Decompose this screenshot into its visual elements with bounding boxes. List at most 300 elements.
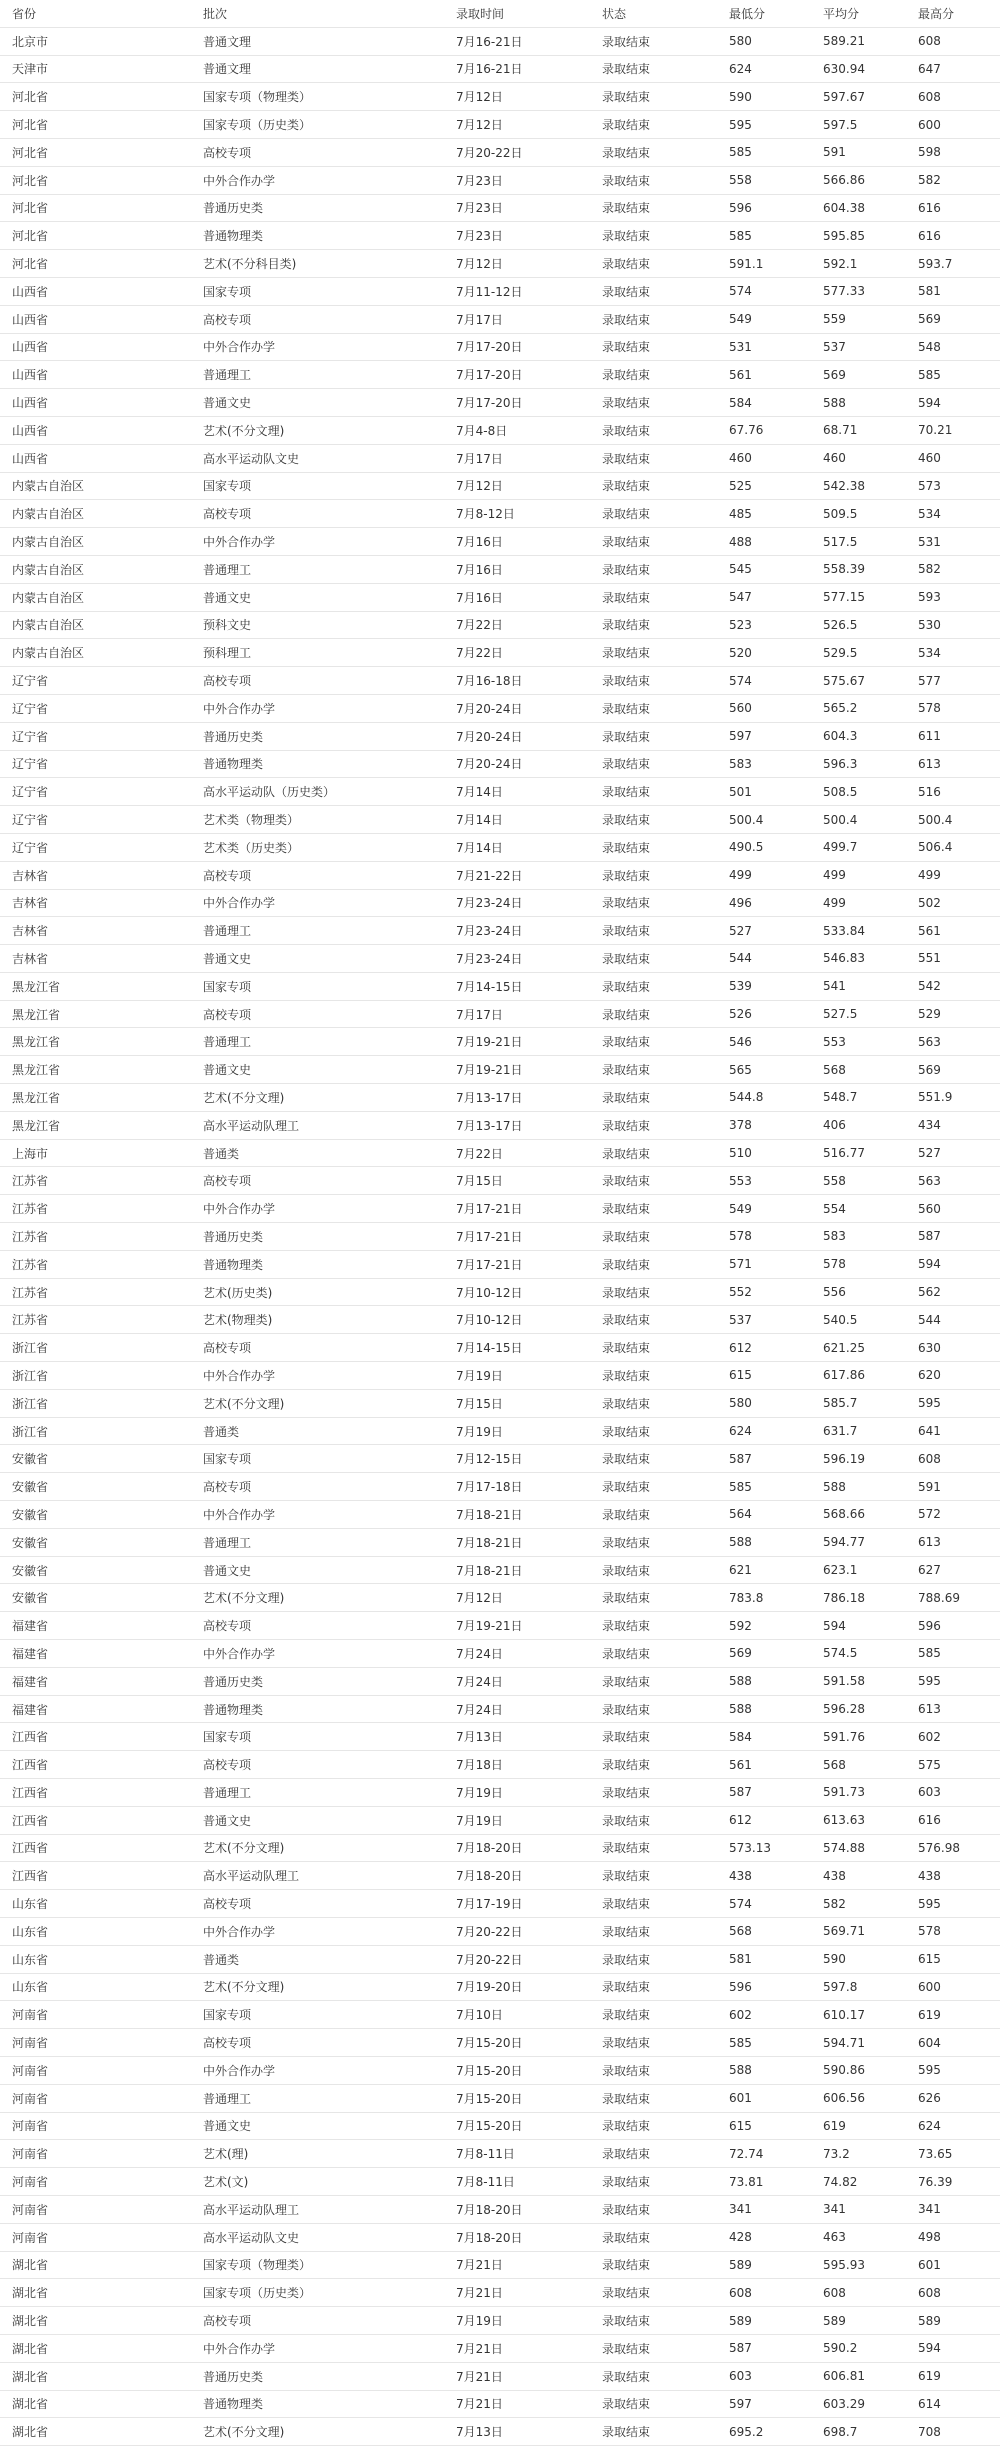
table-row (0, 833, 1000, 861)
cell-province: 安徽省 (0, 1556, 203, 1584)
table-row (0, 778, 1000, 806)
table-row (0, 861, 1000, 889)
cell-batch: 艺术(不分文理) (203, 1389, 456, 1417)
cell-status: 录取结束 (602, 250, 729, 278)
cell-batch: 艺术(不分文理) (203, 1834, 456, 1862)
cell-min-score: 588 (729, 1667, 823, 1695)
cell-max-score: 534 (918, 500, 1000, 528)
cell-max-score: 560 (918, 1195, 1000, 1223)
cell-batch: 普通历史类 (203, 2362, 456, 2390)
cell-max-score: 619 (918, 2001, 1000, 2029)
cell-admission-time: 7月23-24日 (456, 889, 602, 917)
cell-status: 录取结束 (602, 972, 729, 1000)
cell-avg-score: 588 (823, 1473, 918, 1501)
cell-batch: 中外合作办学 (203, 528, 456, 556)
cell-batch: 预科文史 (203, 611, 456, 639)
cell-avg-score: 606.81 (823, 2362, 918, 2390)
cell-status: 录取结束 (602, 2362, 729, 2390)
cell-status: 录取结束 (602, 2001, 729, 2029)
cell-admission-time: 7月20-24日 (456, 722, 602, 750)
cell-batch: 国家专项 (203, 1723, 456, 1751)
cell-min-score: 589 (729, 2251, 823, 2279)
cell-status: 录取结束 (602, 194, 729, 222)
cell-batch: 中外合作办学 (203, 1501, 456, 1529)
cell-status: 录取结束 (602, 1167, 729, 1195)
cell-batch: 艺术(不分文理) (203, 2418, 456, 2446)
cell-avg-score: 594 (823, 1612, 918, 1640)
cell-min-score: 585 (729, 222, 823, 250)
cell-min-score: 588 (729, 1695, 823, 1723)
cell-status: 录取结束 (602, 583, 729, 611)
cell-province: 河南省 (0, 2112, 203, 2140)
cell-batch: 高校专项 (203, 1334, 456, 1362)
cell-avg-score: 574.5 (823, 1640, 918, 1668)
cell-batch: 普通理工 (203, 1528, 456, 1556)
cell-batch: 高校专项 (203, 1751, 456, 1779)
cell-min-score: 589 (729, 2307, 823, 2335)
cell-avg-score: 604.38 (823, 194, 918, 222)
cell-admission-time: 7月8-11日 (456, 2168, 602, 2196)
cell-min-score: 537 (729, 1306, 823, 1334)
cell-avg-score: 568.66 (823, 1501, 918, 1529)
cell-province: 北京市 (0, 27, 203, 55)
cell-status: 录取结束 (602, 1973, 729, 2001)
cell-admission-time: 7月12日 (456, 83, 602, 111)
cell-min-score: 490.5 (729, 833, 823, 861)
cell-min-score: 549 (729, 305, 823, 333)
cell-admission-time: 7月18-20日 (456, 2195, 602, 2223)
table-row (0, 806, 1000, 834)
cell-province: 浙江省 (0, 1389, 203, 1417)
cell-status: 录取结束 (602, 2084, 729, 2112)
cell-avg-score: 529.5 (823, 639, 918, 667)
cell-admission-time: 7月18-21日 (456, 1528, 602, 1556)
cell-avg-score: 568 (823, 1751, 918, 1779)
cell-admission-time: 7月17-21日 (456, 1250, 602, 1278)
cell-admission-time: 7月24日 (456, 1695, 602, 1723)
cell-batch: 普通物理类 (203, 1250, 456, 1278)
cell-batch: 艺术类（物理类） (203, 806, 456, 834)
table-row (0, 500, 1000, 528)
cell-province: 山西省 (0, 277, 203, 305)
cell-avg-score: 606.56 (823, 2084, 918, 2112)
cell-min-score: 584 (729, 389, 823, 417)
cell-avg-score: 556 (823, 1278, 918, 1306)
table-row (0, 1973, 1000, 2001)
cell-batch: 普通文史 (203, 583, 456, 611)
cell-status: 录取结束 (602, 945, 729, 973)
table-row (0, 1556, 1000, 1584)
cell-status: 录取结束 (602, 1751, 729, 1779)
cell-province: 辽宁省 (0, 806, 203, 834)
cell-avg-score: 548.7 (823, 1084, 918, 1112)
cell-batch: 普通文理 (203, 55, 456, 83)
table-row (0, 1779, 1000, 1807)
cell-max-score: 620 (918, 1362, 1000, 1390)
table-header (0, 0, 1000, 27)
cell-avg-score: 526.5 (823, 611, 918, 639)
cell-status: 录取结束 (602, 2140, 729, 2168)
cell-admission-time: 7月24日 (456, 1640, 602, 1668)
cell-batch: 国家专项 (203, 2001, 456, 2029)
cell-province: 福建省 (0, 1612, 203, 1640)
cell-max-score: 573 (918, 472, 1000, 500)
cell-min-score: 621 (729, 1556, 823, 1584)
cell-avg-score: 73.2 (823, 2140, 918, 2168)
cell-avg-score: 604.3 (823, 722, 918, 750)
table-row (0, 611, 1000, 639)
cell-status: 录取结束 (602, 1111, 729, 1139)
cell-max-score: 624 (918, 2112, 1000, 2140)
table-row (0, 1945, 1000, 1973)
cell-avg-score: 517.5 (823, 528, 918, 556)
table-row (0, 1084, 1000, 1112)
cell-min-score: 585 (729, 2029, 823, 2057)
cell-batch: 普通理工 (203, 2084, 456, 2112)
cell-province: 山西省 (0, 444, 203, 472)
cell-batch: 高校专项 (203, 861, 456, 889)
cell-admission-time: 7月21日 (456, 2279, 602, 2307)
cell-admission-time: 7月18-20日 (456, 1862, 602, 1890)
table-row (0, 1584, 1000, 1612)
table-row (0, 416, 1000, 444)
cell-batch: 高校专项 (203, 2307, 456, 2335)
table-row (0, 2279, 1000, 2307)
table-row (0, 1223, 1000, 1251)
cell-admission-time: 7月18日 (456, 1751, 602, 1779)
cell-max-score: 587 (918, 1223, 1000, 1251)
cell-max-score: 604 (918, 2029, 1000, 2057)
cell-status: 录取结束 (602, 277, 729, 305)
cell-min-score: 588 (729, 1528, 823, 1556)
cell-admission-time: 7月14日 (456, 778, 602, 806)
cell-status: 录取结束 (602, 2168, 729, 2196)
cell-avg-score: 786.18 (823, 1584, 918, 1612)
cell-batch: 国家专项（历史类） (203, 111, 456, 139)
cell-avg-score: 499.7 (823, 833, 918, 861)
cell-min-score: 545 (729, 555, 823, 583)
cell-status: 录取结束 (602, 2056, 729, 2084)
cell-province: 河北省 (0, 83, 203, 111)
cell-province: 安徽省 (0, 1584, 203, 1612)
cell-batch: 艺术(不分文理) (203, 1584, 456, 1612)
cell-min-score: 378 (729, 1111, 823, 1139)
cell-min-score: 612 (729, 1334, 823, 1362)
table-row (0, 2140, 1000, 2168)
cell-status: 录取结束 (602, 361, 729, 389)
cell-max-score: 563 (918, 1028, 1000, 1056)
cell-province: 浙江省 (0, 1362, 203, 1390)
table-row (0, 889, 1000, 917)
cell-max-score: 616 (918, 222, 1000, 250)
cell-min-score: 574 (729, 277, 823, 305)
cell-status: 录取结束 (602, 2112, 729, 2140)
cell-min-score: 588 (729, 2056, 823, 2084)
cell-province: 辽宁省 (0, 694, 203, 722)
cell-province: 河北省 (0, 166, 203, 194)
cell-province: 江西省 (0, 1834, 203, 1862)
cell-status: 录取结束 (602, 1473, 729, 1501)
cell-min-score: 597 (729, 722, 823, 750)
table-row (0, 55, 1000, 83)
cell-max-score: 615 (918, 1945, 1000, 1973)
cell-province: 江苏省 (0, 1278, 203, 1306)
table-row (0, 250, 1000, 278)
cell-status: 录取结束 (602, 138, 729, 166)
cell-admission-time: 7月17-20日 (456, 361, 602, 389)
cell-min-score: 531 (729, 333, 823, 361)
cell-max-score: 608 (918, 27, 1000, 55)
cell-max-score: 544 (918, 1306, 1000, 1334)
cell-min-score: 520 (729, 639, 823, 667)
cell-admission-time: 7月13-17日 (456, 1084, 602, 1112)
table-row (0, 1751, 1000, 1779)
cell-max-score: 613 (918, 1528, 1000, 1556)
cell-avg-score: 568 (823, 1056, 918, 1084)
cell-province: 河北省 (0, 250, 203, 278)
cell-batch: 中外合作办学 (203, 889, 456, 917)
cell-status: 录取结束 (602, 1723, 729, 1751)
cell-avg-score: 540.5 (823, 1306, 918, 1334)
table-row (0, 361, 1000, 389)
cell-max-score: 602 (918, 1723, 1000, 1751)
cell-admission-time: 7月19-21日 (456, 1028, 602, 1056)
cell-max-score: 551.9 (918, 1084, 1000, 1112)
cell-status: 录取结束 (602, 1306, 729, 1334)
cell-province: 内蒙古自治区 (0, 639, 203, 667)
table-row (0, 667, 1000, 695)
cell-province: 山西省 (0, 389, 203, 417)
cell-batch: 普通理工 (203, 917, 456, 945)
cell-batch: 中外合作办学 (203, 2056, 456, 2084)
table-row (0, 1362, 1000, 1390)
cell-admission-time: 7月23-24日 (456, 945, 602, 973)
header-max-score: 最高分 (918, 0, 1000, 27)
cell-admission-time: 7月8-11日 (456, 2140, 602, 2168)
cell-batch: 国家专项 (203, 972, 456, 1000)
cell-max-score: 542 (918, 972, 1000, 1000)
cell-min-score: 597 (729, 2390, 823, 2418)
cell-batch: 普通物理类 (203, 1695, 456, 1723)
cell-status: 录取结束 (602, 1056, 729, 1084)
cell-status: 录取结束 (602, 2279, 729, 2307)
table-row (0, 472, 1000, 500)
cell-admission-time: 7月12日 (456, 1584, 602, 1612)
cell-province: 内蒙古自治区 (0, 528, 203, 556)
cell-min-score: 527 (729, 917, 823, 945)
cell-province: 河北省 (0, 194, 203, 222)
table-row (0, 2334, 1000, 2362)
cell-admission-time: 7月12日 (456, 250, 602, 278)
cell-admission-time: 7月10日 (456, 2001, 602, 2029)
cell-status: 录取结束 (602, 555, 729, 583)
cell-avg-score: 508.5 (823, 778, 918, 806)
cell-admission-time: 7月24日 (456, 1667, 602, 1695)
cell-status: 录取结束 (602, 1250, 729, 1278)
cell-max-score: 531 (918, 528, 1000, 556)
cell-max-score: 608 (918, 2279, 1000, 2307)
cell-province: 黑龙江省 (0, 1111, 203, 1139)
cell-status: 录取结束 (602, 833, 729, 861)
cell-min-score: 580 (729, 1389, 823, 1417)
cell-min-score: 596 (729, 194, 823, 222)
cell-admission-time: 7月16日 (456, 528, 602, 556)
table-row (0, 1250, 1000, 1278)
cell-batch: 普通理工 (203, 1779, 456, 1807)
cell-admission-time: 7月21-22日 (456, 861, 602, 889)
cell-admission-time: 7月14日 (456, 833, 602, 861)
cell-max-score: 630 (918, 1334, 1000, 1362)
cell-avg-score: 589.21 (823, 27, 918, 55)
cell-max-score: 591 (918, 1473, 1000, 1501)
cell-admission-time: 7月16-18日 (456, 667, 602, 695)
cell-admission-time: 7月16日 (456, 555, 602, 583)
cell-province: 河南省 (0, 2001, 203, 2029)
cell-status: 录取结束 (602, 611, 729, 639)
cell-status: 录取结束 (602, 1362, 729, 1390)
table-row (0, 27, 1000, 55)
cell-batch: 国家专项 (203, 1445, 456, 1473)
cell-status: 录取结束 (602, 1945, 729, 1973)
table-row (0, 2418, 1000, 2446)
cell-min-score: 560 (729, 694, 823, 722)
table-row (0, 1862, 1000, 1890)
cell-batch: 艺术(不分文理) (203, 1084, 456, 1112)
cell-avg-score: 74.82 (823, 2168, 918, 2196)
cell-batch: 普通文理 (203, 27, 456, 55)
cell-province: 天津市 (0, 55, 203, 83)
cell-status: 录取结束 (602, 2223, 729, 2251)
table-row (0, 1640, 1000, 1668)
table-row (0, 194, 1000, 222)
cell-admission-time: 7月21日 (456, 2334, 602, 2362)
cell-batch: 国家专项（物理类） (203, 2251, 456, 2279)
cell-max-score: 561 (918, 917, 1000, 945)
cell-avg-score: 608 (823, 2279, 918, 2307)
cell-batch: 普通物理类 (203, 2390, 456, 2418)
cell-province: 江苏省 (0, 1223, 203, 1251)
cell-province: 辽宁省 (0, 667, 203, 695)
cell-province: 湖北省 (0, 2334, 203, 2362)
cell-admission-time: 7月18-21日 (456, 1501, 602, 1529)
cell-batch: 高校专项 (203, 500, 456, 528)
cell-max-score: 76.39 (918, 2168, 1000, 2196)
cell-avg-score: 574.88 (823, 1834, 918, 1862)
cell-batch: 高水平运动队（历史类） (203, 778, 456, 806)
cell-avg-score: 613.63 (823, 1806, 918, 1834)
cell-max-score: 530 (918, 611, 1000, 639)
cell-avg-score: 68.71 (823, 416, 918, 444)
table-row (0, 555, 1000, 583)
cell-admission-time: 7月16-21日 (456, 55, 602, 83)
cell-province: 黑龙江省 (0, 1028, 203, 1056)
cell-status: 录取结束 (602, 1779, 729, 1807)
cell-batch: 中外合作办学 (203, 694, 456, 722)
cell-avg-score: 500.4 (823, 806, 918, 834)
cell-batch: 高校专项 (203, 2029, 456, 2057)
cell-province: 上海市 (0, 1139, 203, 1167)
cell-min-score: 523 (729, 611, 823, 639)
cell-admission-time: 7月23日 (456, 222, 602, 250)
cell-admission-time: 7月23日 (456, 194, 602, 222)
cell-batch: 普通物理类 (203, 750, 456, 778)
cell-province: 河北省 (0, 138, 203, 166)
cell-status: 录取结束 (602, 1612, 729, 1640)
cell-admission-time: 7月17日 (456, 305, 602, 333)
cell-province: 江西省 (0, 1751, 203, 1779)
table-row (0, 1445, 1000, 1473)
cell-status: 录取结束 (602, 1000, 729, 1028)
cell-avg-score: 460 (823, 444, 918, 472)
cell-min-score: 601 (729, 2084, 823, 2112)
cell-avg-score: 558 (823, 1167, 918, 1195)
table-row (0, 750, 1000, 778)
cell-avg-score: 594.71 (823, 2029, 918, 2057)
cell-max-score: 562 (918, 1278, 1000, 1306)
cell-admission-time: 7月15-20日 (456, 2056, 602, 2084)
cell-province: 福建省 (0, 1667, 203, 1695)
cell-batch: 普通文史 (203, 1056, 456, 1084)
table-row (0, 1195, 1000, 1223)
cell-status: 录取结束 (602, 2251, 729, 2279)
cell-admission-time: 7月19日 (456, 1806, 602, 1834)
table-row (0, 83, 1000, 111)
cell-batch: 高水平运动队理工 (203, 1862, 456, 1890)
cell-avg-score: 577.33 (823, 277, 918, 305)
cell-batch: 高水平运动队理工 (203, 2195, 456, 2223)
cell-min-score: 488 (729, 528, 823, 556)
cell-min-score: 525 (729, 472, 823, 500)
cell-admission-time: 7月19日 (456, 2307, 602, 2335)
cell-min-score: 695.2 (729, 2418, 823, 2446)
cell-status: 录取结束 (602, 861, 729, 889)
cell-status: 录取结束 (602, 778, 729, 806)
cell-status: 录取结束 (602, 166, 729, 194)
cell-batch: 中外合作办学 (203, 2334, 456, 2362)
cell-province: 江苏省 (0, 1167, 203, 1195)
cell-min-score: 500.4 (729, 806, 823, 834)
cell-province: 福建省 (0, 1695, 203, 1723)
table-row (0, 2056, 1000, 2084)
cell-province: 江苏省 (0, 1195, 203, 1223)
cell-max-score: 572 (918, 1501, 1000, 1529)
cell-province: 黑龙江省 (0, 1084, 203, 1112)
cell-max-score: 578 (918, 694, 1000, 722)
cell-min-score: 615 (729, 2112, 823, 2140)
cell-avg-score: 621.25 (823, 1334, 918, 1362)
cell-batch: 高水平运动队理工 (203, 1111, 456, 1139)
table-row (0, 1306, 1000, 1334)
cell-admission-time: 7月20-24日 (456, 750, 602, 778)
cell-avg-score: 582 (823, 1890, 918, 1918)
cell-status: 录取结束 (602, 528, 729, 556)
cell-province: 山东省 (0, 1945, 203, 1973)
cell-min-score: 587 (729, 1445, 823, 1473)
table-row (0, 305, 1000, 333)
cell-max-score: 598 (918, 138, 1000, 166)
cell-min-score: 547 (729, 583, 823, 611)
cell-avg-score: 590.86 (823, 2056, 918, 2084)
cell-admission-time: 7月13日 (456, 2418, 602, 2446)
cell-max-score: 619 (918, 2362, 1000, 2390)
cell-min-score: 546 (729, 1028, 823, 1056)
cell-status: 录取结束 (602, 806, 729, 834)
cell-status: 录取结束 (602, 222, 729, 250)
table-row (0, 1417, 1000, 1445)
cell-batch: 中外合作办学 (203, 1362, 456, 1390)
cell-max-score: 582 (918, 555, 1000, 583)
cell-province: 河南省 (0, 2140, 203, 2168)
